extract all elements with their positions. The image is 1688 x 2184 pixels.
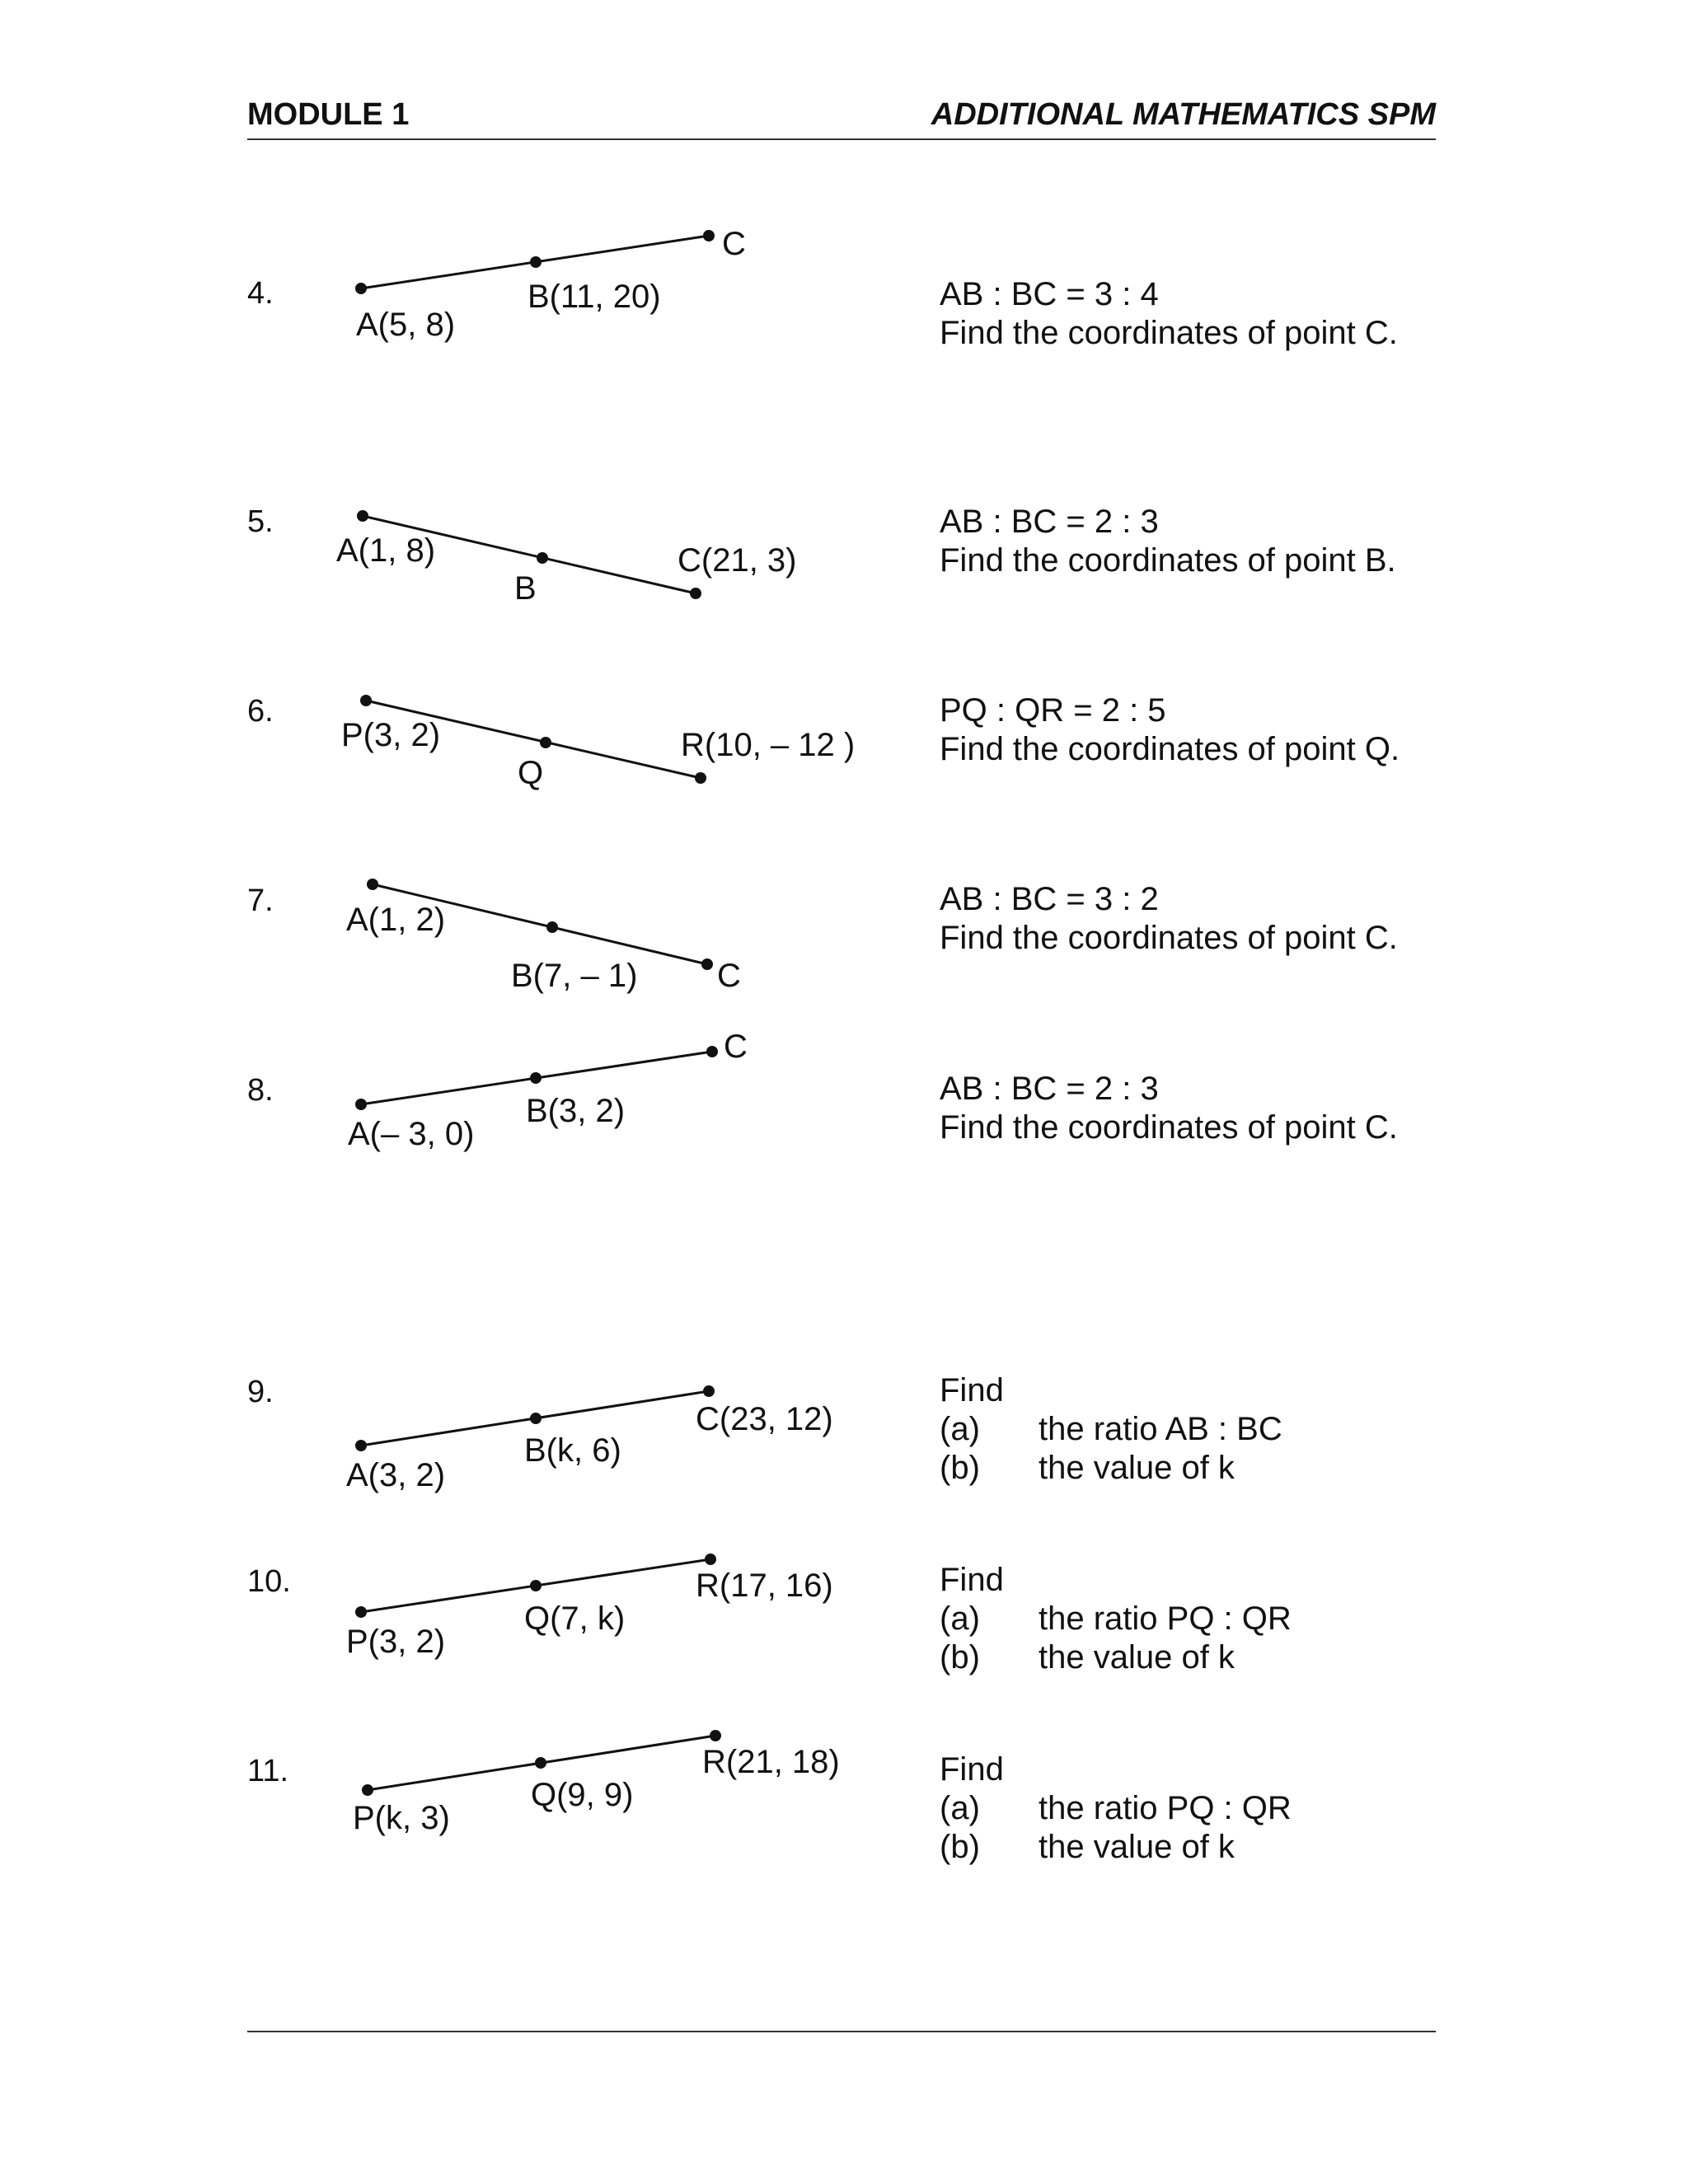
q11-part-a-label: (a) <box>940 1790 980 1826</box>
q4-label-b: B(11, 20) <box>528 279 661 315</box>
q11-number: 11. <box>247 1754 289 1788</box>
q11-part-a <box>940 1789 1292 1828</box>
q5-label-b: B <box>514 570 537 607</box>
q6-number: 6. <box>247 694 274 729</box>
q9-point-c <box>703 1385 715 1397</box>
q9-number: 9. <box>247 1375 274 1409</box>
q11-point-q <box>535 1757 546 1769</box>
q9-point-a <box>355 1440 367 1451</box>
q7-point-c <box>701 958 713 970</box>
q7-label-c: C <box>717 958 741 994</box>
q4-point-c <box>703 230 715 241</box>
q9-part-a-text: the ratio AB : BC <box>1039 1411 1282 1447</box>
q4-instruction: Find the coordinates of point C. <box>940 315 1398 351</box>
footer-rule <box>247 2031 1436 2032</box>
q8-label-c: C <box>724 1029 748 1065</box>
q6-point-p <box>360 695 372 706</box>
module-title: MODULE 1 <box>247 97 410 132</box>
q10-point-q <box>530 1580 542 1591</box>
q4-label-c: C <box>722 226 746 262</box>
q9-label-a: A(3, 2) <box>346 1457 446 1493</box>
q8-point-a <box>355 1099 367 1110</box>
q10-find: Find <box>940 1562 1004 1598</box>
q11-find: Find <box>940 1751 1004 1788</box>
q9-label-c: C(23, 12) <box>696 1401 833 1437</box>
q10-number: 10. <box>247 1564 291 1599</box>
subject-title: ADDITIONAL MATHEMATICS SPM <box>931 97 1436 132</box>
q4-label-a: A(5, 8) <box>356 307 456 343</box>
q9-part-b <box>940 1449 1235 1488</box>
q10-label-p: P(3, 2) <box>346 1624 446 1660</box>
q7-point-a <box>367 879 378 890</box>
q10-part-a-text: the ratio PQ : QR <box>1039 1601 1292 1637</box>
q11-label-p: P(k, 3) <box>353 1800 450 1836</box>
q4-point-a <box>355 283 367 294</box>
q6-ratio: PQ : QR = 2 : 5 <box>940 692 1166 729</box>
q10-part-b-label: (b) <box>940 1639 980 1675</box>
q8-point-b <box>530 1072 542 1084</box>
q8-number: 8. <box>247 1073 274 1108</box>
q10-part-a-label: (a) <box>940 1601 980 1637</box>
q5-ratio: AB : BC = 2 : 3 <box>940 504 1159 540</box>
q8-ratio: AB : BC = 2 : 3 <box>940 1071 1159 1107</box>
q11-part-b-label: (b) <box>940 1829 980 1865</box>
q5-point-a <box>357 510 368 522</box>
q7-ratio: AB : BC = 3 : 2 <box>940 881 1159 917</box>
q4-number: 4. <box>247 276 274 311</box>
q5-point-b <box>537 552 548 564</box>
q9-part-a-label: (a) <box>940 1411 980 1447</box>
q4-ratio: AB : BC = 3 : 4 <box>940 276 1159 312</box>
q7-point-b <box>546 921 558 933</box>
q7-number: 7. <box>247 883 274 918</box>
q8-point-c <box>706 1046 718 1057</box>
q7-label-b: B(7, – 1) <box>511 958 638 994</box>
q11-point-r <box>710 1730 721 1741</box>
q10-part-b-text: the value of k <box>1039 1639 1235 1675</box>
q7-label-a: A(1, 2) <box>346 902 446 938</box>
q9-point-b <box>530 1413 542 1424</box>
q5-point-c <box>690 588 701 599</box>
q9-find: Find <box>940 1372 1004 1408</box>
q6-label-r: R(10, – 12 ) <box>681 727 856 763</box>
q9-part-a <box>940 1410 1282 1449</box>
q11-part-a-text: the ratio PQ : QR <box>1039 1790 1292 1826</box>
q11-label-r: R(21, 18) <box>702 1744 840 1780</box>
q11-part-b-text: the value of k <box>1039 1829 1235 1865</box>
q11-point-p <box>362 1784 373 1796</box>
q5-label-a: A(1, 8) <box>336 532 436 569</box>
q7-instruction: Find the coordinates of point C. <box>940 920 1398 956</box>
q6-label-p: P(3, 2) <box>341 717 441 753</box>
q8-label-b: B(3, 2) <box>526 1093 626 1129</box>
q9-part-b-label: (b) <box>940 1450 980 1486</box>
q5-number: 5. <box>247 504 274 539</box>
q9-label-b: B(k, 6) <box>524 1432 621 1469</box>
q10-point-r <box>705 1554 716 1565</box>
q5-instruction: Find the coordinates of point B. <box>940 542 1396 579</box>
q10-label-r: R(17, 16) <box>696 1568 833 1604</box>
q5-label-c: C(21, 3) <box>678 542 797 579</box>
q11-part-b <box>940 1828 1235 1867</box>
q10-label-q: Q(7, k) <box>524 1601 626 1637</box>
q8-instruction: Find the coordinates of point C. <box>940 1109 1398 1146</box>
q4-point-b <box>530 256 542 268</box>
q8-label-a: A(– 3, 0) <box>348 1116 475 1152</box>
q6-label-q: Q <box>518 755 544 791</box>
q6-point-r <box>695 772 706 784</box>
q6-point-q <box>540 737 551 748</box>
q6-instruction: Find the coordinates of point Q. <box>940 731 1400 767</box>
q10-part-a <box>940 1600 1292 1638</box>
q11-label-q: Q(9, 9) <box>531 1777 634 1813</box>
q10-part-b <box>940 1638 1235 1677</box>
q9-part-b-text: the value of k <box>1039 1450 1235 1486</box>
q10-point-p <box>355 1606 367 1618</box>
